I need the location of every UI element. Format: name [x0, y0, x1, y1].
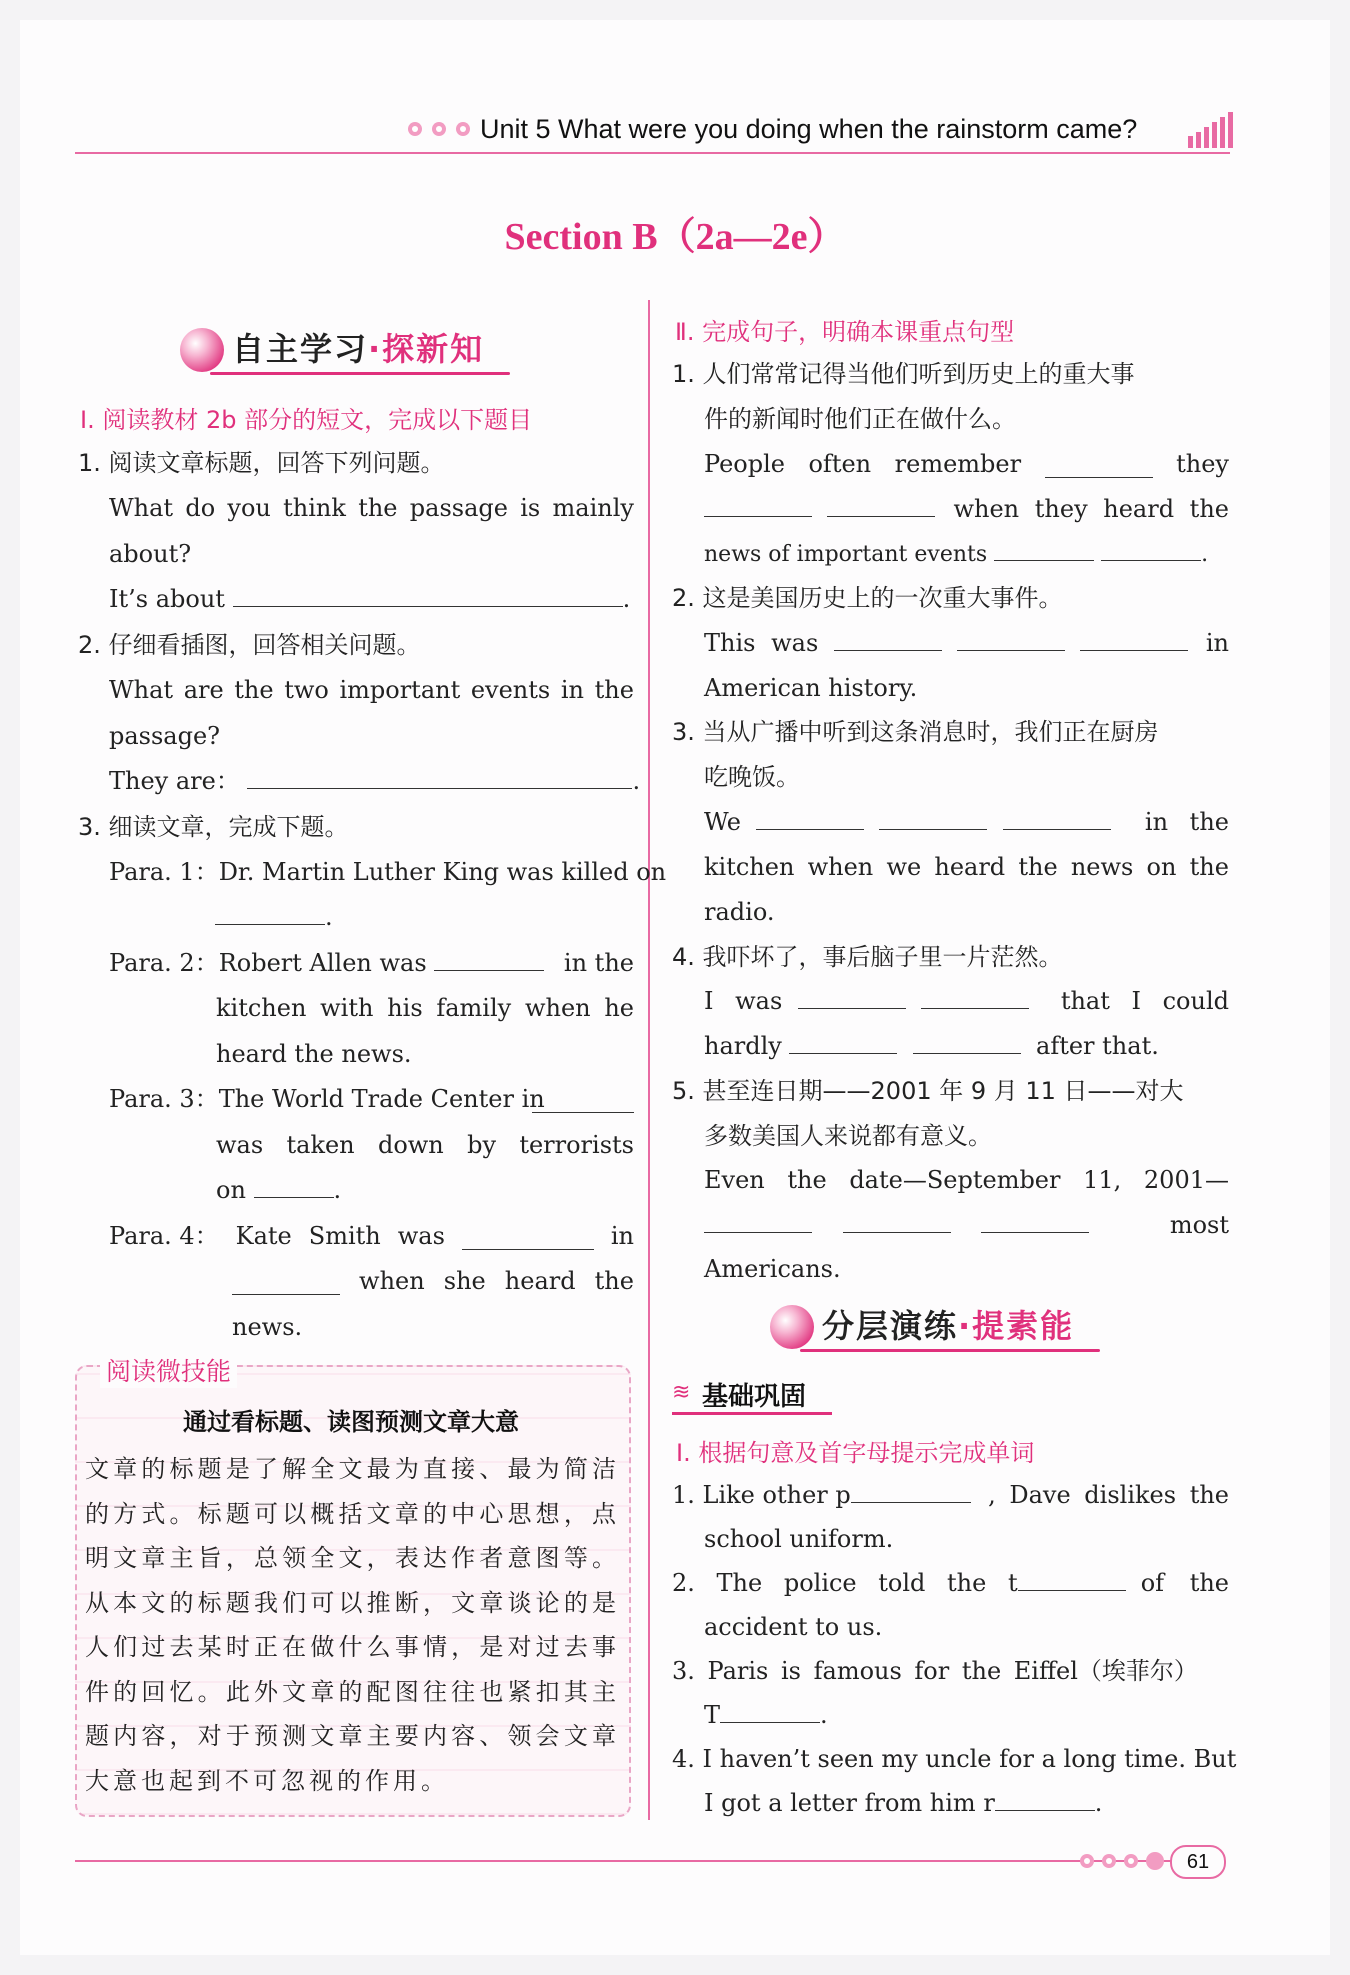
- sentence-text: .: [820, 1701, 828, 1729]
- para2-line3: heard the news.: [216, 1040, 412, 1068]
- para4-line1: [109, 1219, 634, 1253]
- word: the: [594, 1267, 634, 1295]
- s4-en2: [704, 1029, 1159, 1063]
- unit-title: Unit 5 What were you doing when the rainstorm came?: [480, 114, 1138, 144]
- word: are: [183, 676, 224, 704]
- page-number: 61: [1170, 1845, 1226, 1879]
- signal-bars-icon: [1186, 110, 1234, 150]
- w1-line1: [672, 1478, 1229, 1512]
- para-label: Para. 1：: [109, 858, 219, 886]
- word: kitchen: [704, 853, 795, 881]
- answer-blank[interactable]: [532, 1088, 634, 1113]
- para3-line3: on .: [216, 1173, 341, 1207]
- reading-skill-title: 通过看标题、读图预测文章大意: [183, 1408, 519, 1436]
- answer-blank[interactable]: [1101, 536, 1201, 561]
- word: terrorists: [519, 1131, 634, 1159]
- answer-blank[interactable]: [913, 1029, 1021, 1054]
- answer-blank[interactable]: [1045, 453, 1153, 478]
- word: People: [704, 450, 785, 478]
- para-label: Para. 2：: [109, 949, 219, 977]
- s3-en3: radio.: [704, 898, 775, 926]
- word: Even: [704, 1166, 765, 1194]
- word: the: [1189, 853, 1229, 881]
- s1-zh2: 件的新闻时他们正在做什么。: [704, 405, 1016, 433]
- s1-en1: [704, 447, 1229, 481]
- answer-blank[interactable]: [756, 805, 864, 830]
- q1-en-line1: [109, 491, 634, 525]
- word: on: [1146, 853, 1177, 881]
- word: the: [594, 676, 634, 704]
- word: down: [377, 1131, 444, 1159]
- word: Smith: [308, 1222, 381, 1250]
- word: We: [704, 808, 741, 836]
- s3-zh1: 3. 当从广播中听到这条消息时，我们正在厨房: [672, 718, 1159, 746]
- word: was: [397, 1222, 445, 1250]
- answer-blank[interactable]: [215, 900, 325, 925]
- sentence-text: in the: [1144, 808, 1229, 836]
- book-icon: ≋: [672, 1380, 691, 1405]
- para4-line2: [232, 1264, 634, 1298]
- answer-blank[interactable]: [1018, 1566, 1126, 1591]
- word: Kate: [235, 1222, 292, 1250]
- s5-en2: [704, 1208, 1229, 1242]
- word: in: [560, 676, 584, 704]
- footer-rule: [75, 1860, 1175, 1862]
- w4-line2: [704, 1786, 1102, 1820]
- sentence-text: I got a letter from him r: [704, 1789, 995, 1817]
- word: What: [109, 676, 174, 704]
- word: was: [216, 1131, 264, 1159]
- s5-zh2: 多数美国人来说都有意义。: [704, 1122, 992, 1150]
- para4-line3: news.: [232, 1313, 303, 1341]
- answer-blank[interactable]: [879, 805, 987, 830]
- word: heard: [504, 1267, 576, 1295]
- word: family: [436, 994, 512, 1022]
- word: is: [520, 494, 541, 522]
- para2-line2: [216, 991, 634, 1025]
- s5-en1: [704, 1163, 1229, 1197]
- q2-en-line2: passage?: [109, 722, 221, 750]
- sentence-text: This was: [704, 629, 819, 657]
- w1-line2: school uniform.: [704, 1525, 894, 1553]
- reading-skill-tab: 阅读微技能: [100, 1352, 237, 1388]
- subheading-underline: [672, 1412, 832, 1415]
- answer-blank[interactable]: [254, 1173, 334, 1198]
- s2-zh: 2. 这是美国历史上的一次重大事件。: [672, 584, 1063, 612]
- part2-heading: Ⅱ. 完成句子，明确本课重点句型: [675, 318, 1015, 346]
- s4-zh: 4. 我吓坏了，事后脑子里一片茫然。: [672, 943, 1063, 971]
- para-text: Robert Allen was: [218, 949, 427, 977]
- word: hardly: [704, 1032, 782, 1060]
- answer-blank[interactable]: [1003, 805, 1111, 830]
- banner-part1: 自主学习: [232, 330, 369, 368]
- sentence-text: T: [704, 1701, 721, 1729]
- word: the: [787, 1166, 827, 1194]
- word: heard: [934, 853, 1006, 881]
- sentence-text: of the: [1140, 1569, 1229, 1597]
- answer-blank[interactable]: [789, 1029, 897, 1054]
- q2-en-line1: [109, 673, 634, 707]
- s5-en3: Americans.: [704, 1255, 841, 1283]
- banner-dot: ·: [958, 1307, 973, 1345]
- pink-ball-icon: [770, 1305, 814, 1349]
- banner-part2: 提素能: [972, 1307, 1075, 1345]
- word: we: [886, 853, 922, 881]
- para-text: The World Trade Center in: [218, 1085, 545, 1113]
- sentence-text: .: [1094, 1789, 1103, 1817]
- answer-blank[interactable]: [851, 1478, 971, 1503]
- word: the: [358, 494, 398, 522]
- word: his: [387, 994, 423, 1022]
- word: two: [284, 676, 329, 704]
- answer-prefix: It’s about: [109, 585, 225, 613]
- answer-blank[interactable]: [834, 626, 942, 651]
- word: kitchen: [216, 994, 307, 1022]
- para3-line1: [109, 1082, 634, 1116]
- word: with: [320, 994, 374, 1022]
- word: when: [807, 853, 874, 881]
- para3-line2: [216, 1128, 634, 1162]
- answer-blank[interactable]: [798, 984, 906, 1009]
- para-text: Dr. Martin Luther King was killed on: [218, 858, 667, 886]
- s2-en1: [704, 626, 1229, 660]
- word: most: [1169, 1211, 1229, 1239]
- sentence-text: 1. Like other p: [672, 1481, 851, 1509]
- word: often: [808, 450, 872, 478]
- word: the: [234, 676, 274, 704]
- answer-blank[interactable]: [704, 1208, 812, 1233]
- answer-blank[interactable]: [1080, 626, 1188, 651]
- answer-blank[interactable]: [995, 1786, 1095, 1811]
- reading-skill-body: 文章的标题是了解全文最为直接、最为简洁的方式。标题可以概括文章的中心思想，点明文章主旨，总领全文，表达作者意图等。从本文的标题我们可以推断，文章谈论的是人们过去某时正在做什么事情，是对过去事件的回忆。此外文章的配图往往也紧扣其主题内容，对于预测文章主要内容、领会文章大意也起到不可忽视的作用。: [85, 1455, 620, 1795]
- answer-blank[interactable]: [704, 492, 812, 517]
- word: events: [470, 676, 551, 704]
- word: date—September: [849, 1166, 1061, 1194]
- word: taken: [286, 1131, 355, 1159]
- word: when: [524, 994, 591, 1022]
- w3-line1: 3. Paris is famous for the Eiffel（埃菲尔）: [672, 1657, 1198, 1685]
- word: the: [1018, 853, 1058, 881]
- section-title: Section B（2a—2e）: [504, 216, 846, 258]
- flower-dots-icon: [1075, 1847, 1175, 1875]
- q2-zh: 2. 仔细看插图，回答相关问题。: [78, 631, 421, 659]
- word: they: [1176, 450, 1229, 478]
- answer-blank[interactable]: [462, 1225, 594, 1250]
- column-divider: [648, 300, 650, 1820]
- s4-en1: [704, 984, 1229, 1018]
- sentence-text: when they heard the: [953, 495, 1229, 523]
- answer-blank[interactable]: [247, 764, 632, 789]
- para1-line: [109, 855, 666, 889]
- banner-underline: [210, 372, 510, 375]
- sentence-text: that I could: [1060, 987, 1229, 1015]
- answer-blank[interactable]: [434, 946, 544, 971]
- word: in: [1205, 629, 1229, 657]
- word: important: [339, 676, 461, 704]
- q1-en-line2: about?: [109, 540, 192, 568]
- word: mainly: [552, 494, 634, 522]
- word: remember: [894, 450, 1022, 478]
- sentence-text: 2. The police told the t: [672, 1569, 1018, 1597]
- answer-blank[interactable]: [981, 1208, 1089, 1233]
- answer-blank[interactable]: [232, 1270, 340, 1295]
- word: he: [604, 994, 634, 1022]
- banner-part2: 探新知: [382, 330, 485, 368]
- s3-en2: [704, 850, 1229, 884]
- word: in: [610, 1222, 634, 1250]
- part1-heading: Ⅰ. 阅读教材 2b 部分的短文，完成以下题目: [80, 406, 533, 434]
- self-study-banner: [180, 318, 540, 378]
- para2-line1: [109, 946, 634, 980]
- answer-blank[interactable]: [957, 626, 1065, 651]
- running-header: [75, 110, 1230, 154]
- answer-blank[interactable]: [827, 492, 935, 517]
- word: 2001—: [1143, 1166, 1229, 1194]
- word: news: [1070, 853, 1134, 881]
- word: she: [443, 1267, 486, 1295]
- pink-ball-icon: [180, 328, 224, 372]
- q1-zh: 1. 阅读文章标题，回答下列问题。: [78, 449, 445, 477]
- practice-banner: [770, 1295, 1130, 1355]
- s3-zh2: 吃晚饭。: [704, 763, 800, 791]
- w2-line1: [672, 1566, 1229, 1600]
- s5-zh1: 5. 甚至连日期——2001 年 9 月 11 日——对大: [672, 1077, 1184, 1105]
- para-text: in the: [563, 949, 634, 977]
- s1-en3: news of important events .: [704, 536, 1208, 572]
- answer-blank[interactable]: [720, 1698, 820, 1723]
- answer-prefix: They are：: [109, 767, 240, 795]
- para-label: Para. 4：: [109, 1222, 219, 1250]
- flower-dots-icon: [405, 115, 477, 143]
- word: What: [109, 494, 174, 522]
- s3-en1: [704, 805, 1229, 839]
- q1-answer-line: It’s about .: [109, 582, 630, 616]
- word: 11,: [1083, 1166, 1122, 1194]
- answer-blank[interactable]: [233, 582, 623, 607]
- words-heading: Ⅰ. 根据句意及首字母提示完成单词: [676, 1439, 1035, 1467]
- word: you: [227, 494, 271, 522]
- answer-blank[interactable]: [921, 984, 1029, 1009]
- s1-en2: [704, 492, 1229, 526]
- sentence-text: news of important events: [704, 542, 988, 567]
- sentence-text: , Dave dislikes the: [988, 1481, 1229, 1509]
- w2-line2: accident to us.: [704, 1613, 883, 1641]
- answer-blank[interactable]: [843, 1208, 951, 1233]
- answer-blank[interactable]: [994, 536, 1094, 561]
- word: when: [359, 1267, 425, 1295]
- sentence-text: I was: [704, 987, 783, 1015]
- banner-underline: [800, 1349, 1100, 1352]
- s1-zh1: 1. 人们常常记得当他们听到历史上的重大事: [672, 360, 1135, 388]
- w3-line2: [704, 1698, 828, 1732]
- word: passage: [409, 494, 508, 522]
- q2-answer-line: They are： .: [109, 764, 640, 798]
- subheading-text: 基础巩固: [702, 1382, 807, 1412]
- s2-en2: American history.: [704, 674, 918, 702]
- banner-part1: 分层演练: [822, 1307, 959, 1345]
- q3-zh: 3. 细读文章，完成下题。: [78, 813, 349, 841]
- word: do: [185, 494, 216, 522]
- para1-blank-line: .: [215, 900, 333, 934]
- word: think: [283, 494, 346, 522]
- para-label: Para. 3：: [109, 1085, 219, 1113]
- sentence-text: after that.: [1036, 1032, 1159, 1060]
- banner-dot: ·: [368, 330, 383, 368]
- word: by: [467, 1131, 496, 1159]
- para-text: on: [216, 1176, 246, 1204]
- w4-line1: 4. I haven’t seen my uncle for a long time. But: [672, 1745, 1237, 1773]
